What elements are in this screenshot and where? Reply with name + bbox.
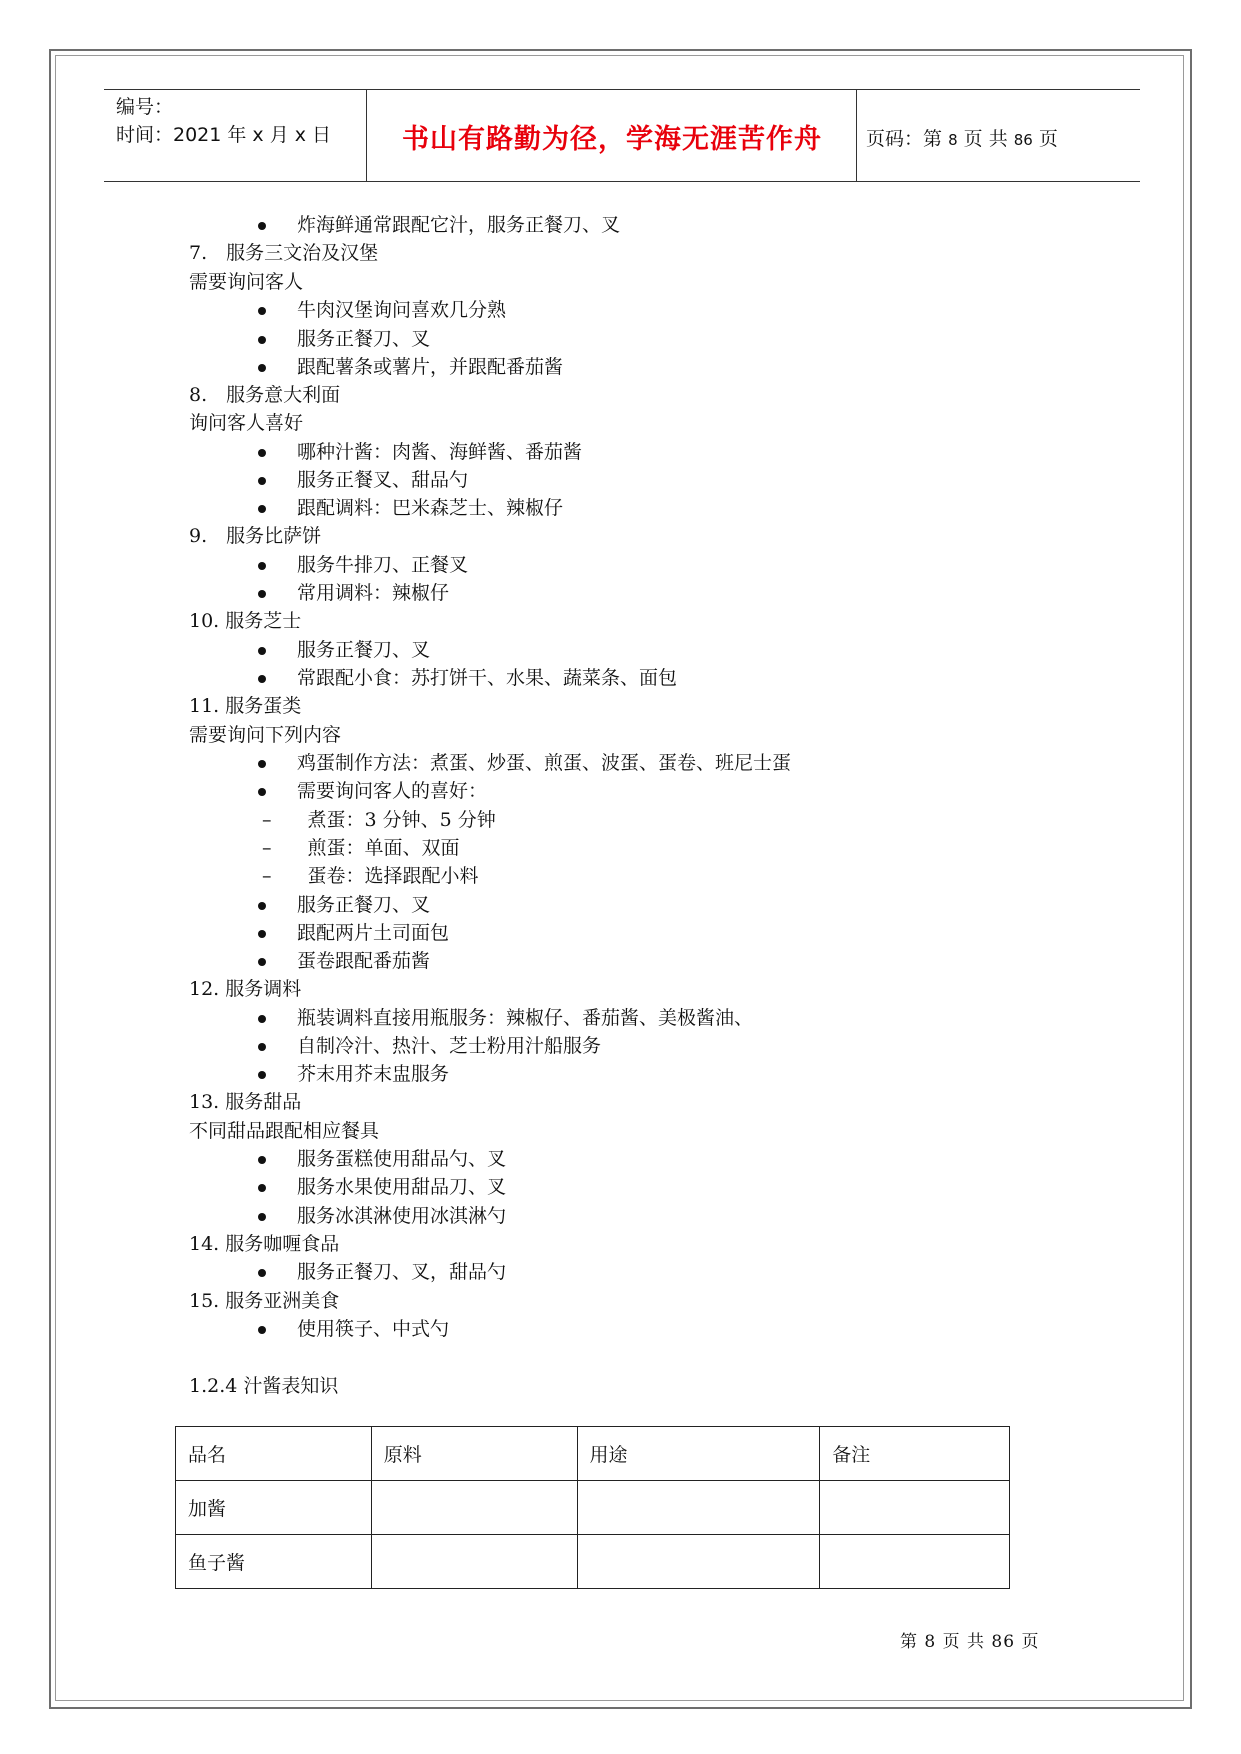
- bullet-dot: [258, 1071, 266, 1079]
- bullet-item: [258, 779, 487, 803]
- bullet-text: 跟配薯条或薯片，并跟配番茄酱: [297, 356, 564, 378]
- bullet-text: 服务正餐叉、甜品勺: [297, 469, 469, 491]
- bullet-dot: [258, 1184, 266, 1192]
- dash-marker: –: [262, 809, 272, 831]
- bullet-item: [258, 1034, 601, 1058]
- header-time-label: 时间：2021 年 x 月 x 日: [116, 124, 332, 146]
- bullet-dot: [258, 336, 266, 344]
- bullet-dot: [258, 930, 266, 938]
- sauce-table: [175, 1426, 1010, 1589]
- bullet-item: [258, 666, 677, 690]
- bullet-text: 自制冷汁、热汁、芝士粉用汁船服务: [297, 1035, 602, 1057]
- bullet-item: [258, 213, 620, 237]
- numbered-heading: 7. 服务三文治及汉堡: [189, 242, 379, 264]
- dash-text: 煎蛋：单面、双面: [307, 837, 460, 859]
- table-header-row: [176, 1427, 1010, 1481]
- bullet-dot: [258, 449, 266, 457]
- bullet-item: [258, 496, 563, 520]
- dash-item: [262, 836, 460, 860]
- page-footer: 第 8 页 共 86 页: [900, 1632, 1040, 1652]
- bullet-item: [258, 298, 506, 322]
- dash-item: [262, 808, 496, 832]
- section-heading: 1.2.4 汁酱表知识: [189, 1375, 339, 1397]
- bullet-text: 哪种汁酱：肉酱、海鲜酱、番茄酱: [297, 441, 583, 463]
- bullet-text: 跟配调料：巴米森芝士、辣椒仔: [297, 497, 564, 519]
- bullet-item: [258, 553, 468, 577]
- bullet-item: [258, 921, 449, 945]
- bullet-dot: [258, 675, 266, 683]
- numbered-heading: 14. 服务咖喱食品: [189, 1233, 340, 1255]
- bullet-text: 服务牛排刀、正餐叉: [297, 554, 469, 576]
- dash-marker: –: [262, 837, 272, 859]
- bullet-dot: [258, 307, 266, 315]
- table-header-cell: 用途: [577, 1427, 820, 1481]
- paragraph: 需要询问下列内容: [189, 724, 342, 746]
- bullet-item: [258, 1147, 506, 1171]
- header-page-total: 86: [1013, 131, 1033, 149]
- header-page-mid: 页 共: [963, 128, 1008, 150]
- paragraph: 不同甜品跟配相应餐具: [189, 1120, 380, 1142]
- header-divider-left: [366, 89, 367, 181]
- numbered-heading: 10. 服务芝士: [189, 610, 302, 632]
- numbered-heading: 8. 服务意大利面: [189, 384, 341, 406]
- header-page-current: 8: [948, 131, 958, 149]
- bullet-dot: [258, 1213, 266, 1221]
- bullet-dot: [258, 760, 266, 768]
- table-header-cell: 原料: [371, 1427, 577, 1481]
- bullet-text: 蛋卷跟配番茄酱: [297, 950, 431, 972]
- bullet-text: 常用调料：辣椒仔: [297, 582, 450, 604]
- bullet-text: 服务正餐刀、叉: [297, 894, 431, 916]
- numbered-heading: 13. 服务甜品: [189, 1091, 302, 1113]
- bullet-text: 芥末用芥末盅服务: [297, 1063, 450, 1085]
- numbered-heading: 12. 服务调料: [189, 978, 302, 1000]
- bullet-text: 服务正餐刀、叉: [297, 328, 431, 350]
- bullet-text: 常跟配小食：苏打饼干、水果、蔬菜条、面包: [297, 667, 678, 689]
- bullet-item: [258, 1260, 506, 1284]
- header-meta: [116, 93, 331, 149]
- bullet-item: [258, 1204, 506, 1228]
- bullet-text: 鸡蛋制作方法：煮蛋、炒蛋、煎蛋、波蛋、蛋卷、班尼士蛋: [297, 752, 792, 774]
- bullet-item: [258, 327, 430, 351]
- bullet-dot: [258, 1015, 266, 1023]
- header-page-info: [866, 124, 1058, 151]
- dash-text: 蛋卷：选择跟配小料: [307, 865, 479, 887]
- bullet-item: [258, 949, 430, 973]
- paragraph: 需要询问客人: [189, 271, 304, 293]
- numbered-heading: 9. 服务比萨饼: [189, 525, 322, 547]
- bullet-dot: [258, 1269, 266, 1277]
- bullet-text: 服务正餐刀、叉，甜品勺: [297, 1261, 507, 1283]
- bullet-text: 牛肉汉堡询问喜欢几分熟: [297, 299, 507, 321]
- bullet-dot: [258, 1043, 266, 1051]
- header-page-end: 页: [1038, 128, 1058, 150]
- bullet-text: 服务正餐刀、叉: [297, 639, 431, 661]
- bullet-text: 服务冰淇淋使用冰淇淋勺: [297, 1205, 507, 1227]
- table-header-cell: 备注: [820, 1427, 1010, 1481]
- bullet-item: [258, 1006, 753, 1030]
- table-cell: [371, 1535, 577, 1589]
- bullet-item: [258, 440, 582, 464]
- header-page-label: 页码：第: [866, 128, 943, 150]
- header-bottom-rule: [104, 181, 1140, 182]
- bullet-dot: [258, 1156, 266, 1164]
- bullet-item: [258, 893, 430, 917]
- table-cell: [820, 1535, 1010, 1589]
- bullet-dot: [258, 1326, 266, 1334]
- table-cell: [577, 1535, 820, 1589]
- table-row: [176, 1535, 1010, 1589]
- bullet-item: [258, 355, 563, 379]
- bullet-item: [258, 638, 430, 662]
- bullet-dot: [258, 647, 266, 655]
- paragraph: 询问客人喜好: [189, 412, 304, 434]
- bullet-dot: [258, 788, 266, 796]
- bullet-text: 需要询问客人的喜好：: [297, 780, 488, 802]
- bullet-text: 炸海鲜通常跟配它汁，服务正餐刀、叉: [297, 214, 621, 236]
- table-cell: [820, 1481, 1010, 1535]
- bullet-item: [258, 581, 449, 605]
- table-cell: 鱼子酱: [176, 1535, 372, 1589]
- bullet-dot: [258, 562, 266, 570]
- bullet-dot: [258, 364, 266, 372]
- header-divider-right: [856, 89, 857, 181]
- bullet-item: [258, 468, 468, 492]
- bullet-dot: [258, 902, 266, 910]
- numbered-heading: 15. 服务亚洲美食: [189, 1290, 340, 1312]
- header-number-label: 编号：: [116, 96, 174, 118]
- table-cell: [371, 1481, 577, 1535]
- dash-text: 煮蛋：3 分钟、5 分钟: [307, 809, 496, 831]
- bullet-item: [258, 1175, 506, 1199]
- bullet-dot: [258, 222, 266, 230]
- bullet-text: 瓶装调料直接用瓶服务：辣椒仔、番茄酱、美极酱油、: [297, 1007, 754, 1029]
- numbered-heading: 11. 服务蛋类: [189, 695, 302, 717]
- bullet-item: [258, 1317, 449, 1341]
- bullet-text: 使用筷子、中式勺: [297, 1318, 450, 1340]
- bullet-item: [258, 751, 791, 775]
- bullet-text: 服务蛋糕使用甜品勺、叉: [297, 1148, 507, 1170]
- table-row: [176, 1481, 1010, 1535]
- bullet-dot: [258, 505, 266, 513]
- dash-item: [262, 864, 479, 888]
- bullet-text: 服务水果使用甜品刀、叉: [297, 1176, 507, 1198]
- bullet-dot: [258, 958, 266, 966]
- bullet-text: 跟配两片土司面包: [297, 922, 450, 944]
- table-header-cell: 品名: [176, 1427, 372, 1481]
- dash-marker: –: [262, 865, 272, 887]
- header-top-rule: [104, 89, 1140, 90]
- header-motto: 书山有路勤为径，学海无涯苦作舟: [402, 124, 822, 155]
- bullet-dot: [258, 590, 266, 598]
- table-cell: [577, 1481, 820, 1535]
- bullet-item: [258, 1062, 449, 1086]
- bullet-dot: [258, 477, 266, 485]
- table-cell: 加酱: [176, 1481, 372, 1535]
